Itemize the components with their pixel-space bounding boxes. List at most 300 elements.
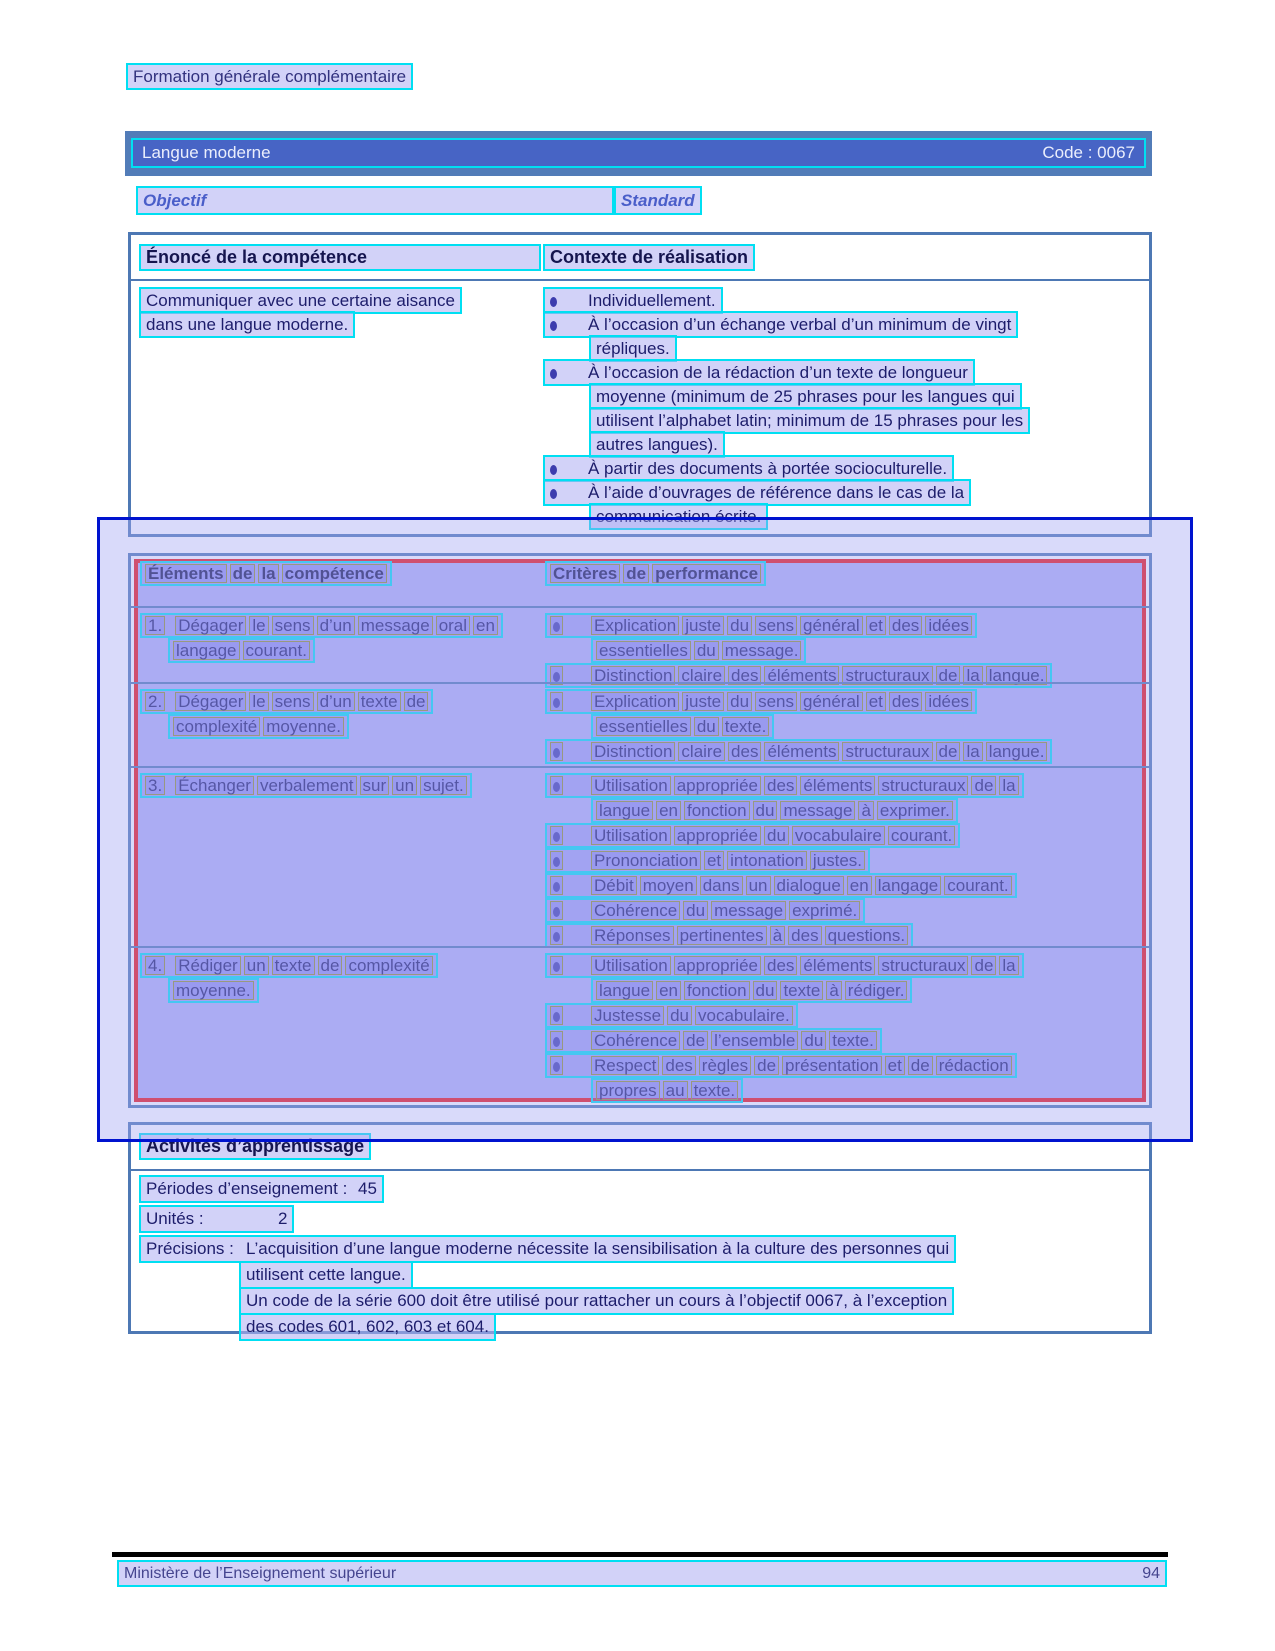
ocr-word-box: langue. — [986, 666, 1048, 685]
ocr-word-box: du — [683, 901, 708, 920]
ocr-line-box — [591, 798, 958, 823]
ocr-word-box: claire — [678, 666, 725, 685]
bullet-box — [550, 1006, 563, 1025]
precisions-line — [139, 1313, 1143, 1339]
ocr-line-box — [140, 953, 438, 978]
section-headings — [136, 186, 702, 215]
ocr-word-box: des — [662, 1056, 695, 1075]
bullet-box — [550, 851, 563, 870]
criterion-line — [591, 714, 1143, 739]
row-value: 2 — [278, 1209, 288, 1228]
criterion-line — [545, 873, 1143, 898]
footer-ministry: Ministère de l’Enseignement supérieur — [124, 1565, 397, 1582]
ocr-word-box: appropriée — [674, 956, 761, 975]
criterion-line — [545, 1028, 1143, 1053]
criterion-line — [591, 1078, 1143, 1103]
line-text: des codes 601, 602, 603 et 604. — [246, 1317, 489, 1336]
ocr-word-box: du — [801, 1031, 826, 1050]
ocr-word-box: éléments — [800, 956, 875, 975]
ocr-line-box — [168, 978, 259, 1003]
bullet-box — [550, 956, 563, 975]
ocr-word-box: Critères — [550, 564, 620, 583]
ocr-line-box — [545, 953, 1024, 978]
ocr-line-box — [543, 455, 954, 482]
bullet-icon — [553, 672, 560, 682]
line-text: communication écrite. — [596, 507, 762, 526]
ocr-line-box — [545, 689, 977, 714]
ocr-word-box: texte — [780, 981, 823, 1000]
ocr-word-box: du — [694, 717, 719, 736]
ocr-word-box: exprimé. — [789, 901, 860, 920]
ocr-word-box: Dégager — [175, 616, 246, 635]
line-text: À l’aide d’ouvrages de référence dans le cas de la — [588, 483, 965, 502]
precisions-line — [139, 1261, 1143, 1287]
row-label: Périodes d’enseignement : — [146, 1179, 348, 1198]
bullet-icon — [550, 297, 557, 307]
ocr-word-box: essentielles — [596, 717, 691, 736]
ocr-line-box — [139, 1205, 294, 1233]
ocr-line-box — [589, 407, 1030, 434]
ocr-word-box: et — [866, 692, 886, 711]
ocr-word-box: du — [753, 801, 778, 820]
ocr-word-box: message — [711, 901, 786, 920]
ocr-line-box — [591, 1078, 743, 1103]
element-line — [140, 953, 540, 978]
context-line — [543, 479, 1143, 503]
ocr-word-box: à — [826, 981, 841, 1000]
criterion-line — [545, 953, 1143, 978]
ocr-line-box — [545, 923, 913, 948]
ocr-line-box — [545, 739, 1052, 764]
ocr-word-box: texte — [272, 956, 315, 975]
criterion-line — [545, 689, 1143, 714]
criterion-line — [591, 798, 1143, 823]
precisions-line — [139, 1287, 1143, 1313]
ocr-word-box: message — [780, 801, 855, 820]
activities-table-body — [139, 1175, 1143, 1339]
context-bullet-list — [543, 287, 1143, 527]
line-text: moyenne (minimum de 25 phrases pour les langues qui — [596, 387, 1015, 406]
ocr-word-box: au — [663, 1081, 688, 1100]
ocr-line-box — [239, 1313, 496, 1341]
ocr-word-box: Respect — [591, 1056, 659, 1075]
activities-table — [128, 1122, 1152, 1334]
course-code: Code : 0067 — [1042, 143, 1135, 162]
ocr-word-box: vocabulaire. — [695, 1006, 793, 1025]
context-line — [543, 455, 1143, 479]
ocr-line-box — [543, 359, 975, 386]
ocr-word-box: la — [963, 742, 982, 761]
ocr-word-box: sens — [272, 616, 314, 635]
bullet-box — [550, 1056, 563, 1075]
ocr-word-box: Utilisation — [591, 826, 671, 845]
ocr-word-box: moyen — [640, 876, 697, 895]
element-number: 3. — [145, 776, 165, 795]
ocr-word-box: claire — [678, 742, 725, 761]
ocr-line-box — [545, 873, 1017, 898]
elements-table-row — [131, 606, 1149, 685]
ocr-word-box: des — [764, 956, 797, 975]
ocr-line-box — [545, 1003, 798, 1028]
ocr-line-box — [168, 714, 349, 739]
course-title: Langue moderne — [142, 143, 271, 162]
ocr-word-box: la — [999, 776, 1018, 795]
ocr-word-box: pertinentes — [677, 926, 767, 945]
ocr-word-box: sens — [755, 692, 797, 711]
ocr-word-box: Réponses — [591, 926, 674, 945]
ocr-word-box: de — [754, 1056, 779, 1075]
ocr-word-box: des — [889, 692, 922, 711]
competence-statement — [139, 287, 539, 335]
bullet-box — [550, 616, 563, 635]
ocr-word-box: en — [656, 981, 681, 1000]
bullet-box — [550, 926, 563, 945]
bullet-box — [550, 901, 563, 920]
ocr-word-box: et — [885, 1056, 905, 1075]
ocr-word-box: sens — [755, 616, 797, 635]
header-cell — [545, 561, 1143, 586]
element-number: 2. — [145, 692, 165, 711]
ocr-word-box: courant. — [944, 876, 1011, 895]
ocr-word-box: Utilisation — [591, 956, 671, 975]
row-label: Unités : — [146, 1209, 204, 1228]
ocr-word-box: verbalement — [257, 776, 357, 795]
ocr-word-box: en — [473, 616, 498, 635]
ocr-word-box: Explication — [591, 616, 679, 635]
criterion-line — [545, 773, 1143, 798]
ocr-word-box: dans — [700, 876, 743, 895]
ocr-word-box: du — [753, 981, 778, 1000]
competence-table — [128, 232, 1152, 537]
elements-table-body — [131, 556, 1149, 1111]
ocr-word-box: moyenne. — [173, 981, 254, 1000]
bullet-box — [550, 826, 563, 845]
bullet-icon — [553, 622, 560, 632]
ocr-word-box: des — [889, 616, 922, 635]
ocr-line-box — [545, 613, 977, 638]
competence-col1-header: Énoncé de la compétence — [139, 244, 541, 271]
ocr-word-box: la — [258, 564, 278, 583]
ocr-word-box: la — [999, 956, 1018, 975]
ocr-word-box: structuraux — [878, 956, 968, 975]
ocr-word-box: dialogue — [774, 876, 844, 895]
bullet-box — [550, 1031, 563, 1050]
ocr-word-box: général — [800, 692, 863, 711]
bullet-box — [550, 742, 563, 761]
ocr-word-box: rédaction — [936, 1056, 1012, 1075]
row-label: Précisions : — [146, 1239, 234, 1258]
context-line — [589, 431, 1143, 455]
context-line — [589, 407, 1143, 431]
ocr-word-box: du — [764, 826, 789, 845]
row-value: 45 — [358, 1179, 377, 1198]
bullet-icon — [550, 369, 557, 379]
ocr-line-box: dans une langue moderne. — [139, 311, 355, 338]
footer-rule — [112, 1552, 1168, 1557]
element-line — [168, 978, 540, 1003]
ocr-word-box: texte. — [691, 1081, 739, 1100]
ocr-word-box: Cohérence — [591, 1031, 680, 1050]
ocr-line-box — [239, 1287, 954, 1315]
ocr-word-box: intonation — [727, 851, 807, 870]
ocr-word-box: Échanger — [175, 776, 254, 795]
ocr-word-box: général — [800, 616, 863, 635]
ocr-line-box — [543, 311, 1018, 338]
element-number: 4. — [145, 956, 165, 975]
ocr-line-box — [589, 383, 1022, 410]
bullet-box — [550, 692, 563, 711]
bullet-icon — [553, 882, 560, 892]
ocr-line-box — [591, 978, 912, 1003]
ocr-word-box: de — [971, 776, 996, 795]
criterion-line — [545, 1053, 1143, 1078]
ocr-line-box — [543, 287, 723, 314]
bullet-icon — [553, 907, 560, 917]
context-line — [589, 383, 1143, 407]
ocr-word-box: fonction — [684, 981, 750, 1000]
header-separator — [131, 279, 1149, 281]
title-bar-highlight-box — [131, 138, 1146, 168]
ocr-word-box: Justesse — [591, 1006, 664, 1025]
ocr-word-box: présentation — [782, 1056, 882, 1075]
ocr-word-box: de — [683, 1031, 708, 1050]
elements-table — [128, 553, 1152, 1108]
ocr-word-box: des — [788, 926, 821, 945]
element-line — [168, 638, 540, 663]
ocr-line-box — [545, 773, 1024, 798]
ocr-word-box: des — [728, 666, 761, 685]
header-cell — [140, 561, 540, 586]
ocr-line-box: Formation générale complémentaire — [126, 63, 413, 90]
ocr-word-box: appropriée — [674, 826, 761, 845]
statement-line — [139, 311, 539, 335]
ocr-word-box: appropriée — [674, 776, 761, 795]
criteria-cell — [545, 773, 1143, 948]
criterion-line — [545, 1003, 1143, 1028]
element-number: 1. — [145, 616, 165, 635]
ocr-line-box — [589, 503, 768, 530]
element-line — [140, 773, 540, 798]
ocr-word-box: texte — [358, 692, 401, 711]
ocr-word-box: d’un — [317, 692, 355, 711]
ocr-word-box: message — [358, 616, 433, 635]
elements-col2-header — [545, 561, 766, 586]
criterion-line — [545, 898, 1143, 923]
ocr-word-box: éléments — [764, 742, 839, 761]
ocr-word-box: Explication — [591, 692, 679, 711]
footer — [117, 1560, 1167, 1587]
ocr-word-box: Cohérence — [591, 901, 680, 920]
criterion-line — [591, 978, 1143, 1003]
element-cell — [140, 613, 540, 663]
ocr-word-box: l’ensemble — [711, 1031, 798, 1050]
ocr-line-box — [589, 335, 677, 362]
criterion-line — [545, 823, 1143, 848]
ocr-word-box: complexité — [173, 717, 260, 736]
ocr-word-box: de — [623, 564, 649, 583]
bullet-icon — [553, 1037, 560, 1047]
ocr-line-box — [591, 714, 774, 739]
element-cell — [140, 953, 540, 1003]
title-bar — [125, 131, 1152, 176]
ocr-word-box: en — [847, 876, 872, 895]
ocr-word-box: de — [404, 692, 429, 711]
ocr-word-box: la — [963, 666, 982, 685]
ocr-word-box: questions. — [825, 926, 909, 945]
line-text: À partir des documents à portée socioculturelle. — [588, 459, 948, 478]
bullet-icon — [553, 782, 560, 792]
ocr-word-box: et — [704, 851, 724, 870]
criterion-line — [545, 613, 1143, 638]
ocr-word-box: et — [866, 616, 886, 635]
activities-row — [139, 1175, 1143, 1205]
ocr-line-box — [139, 1175, 384, 1203]
ocr-word-box: Prononciation — [591, 851, 701, 870]
ocr-word-box: langue. — [986, 742, 1048, 761]
ocr-word-box: message. — [722, 641, 802, 660]
ocr-word-box: du — [727, 692, 752, 711]
ocr-line-box — [140, 613, 503, 638]
element-line — [140, 613, 540, 638]
line-text: répliques. — [596, 339, 670, 358]
ocr-word-box: du — [727, 616, 752, 635]
ocr-line-box — [239, 1261, 413, 1289]
objectif-heading: Objectif — [136, 186, 614, 215]
ocr-word-box: en — [656, 801, 681, 820]
ocr-line-box — [545, 848, 870, 873]
ocr-word-box: complexité — [345, 956, 432, 975]
ocr-word-box: performance — [652, 564, 761, 583]
line-text: À l’occasion d’un échange verbal d’un minimum de vingt — [588, 315, 1012, 334]
ocr-word-box: Distinction — [591, 742, 675, 761]
criterion-line — [545, 848, 1143, 873]
ocr-word-box: éléments — [800, 776, 875, 795]
ocr-word-box: langue — [596, 981, 653, 1000]
criteria-cell — [545, 613, 1143, 688]
line-text: autres langues). — [596, 435, 718, 454]
bullet-icon — [553, 832, 560, 842]
ocr-line-box — [168, 638, 315, 663]
bullet-icon — [553, 962, 560, 972]
ocr-word-box: sur — [360, 776, 390, 795]
ocr-word-box: le — [249, 692, 268, 711]
ocr-word-box: idées — [925, 616, 972, 635]
ocr-line-box — [545, 1053, 1017, 1078]
line-text: Individuellement. — [588, 291, 716, 310]
context-line — [543, 287, 1143, 311]
bullet-icon — [553, 1062, 560, 1072]
bullet-icon — [550, 465, 557, 475]
ocr-word-box: courant. — [243, 641, 310, 660]
footer-page-number: 94 — [1142, 1565, 1160, 1582]
ocr-word-box: compétence — [282, 564, 387, 583]
ocr-word-box: le — [249, 616, 268, 635]
ocr-line-box — [591, 638, 806, 663]
ocr-word-box: Distinction — [591, 666, 675, 685]
ocr-word-box: Éléments — [145, 564, 227, 583]
ocr-word-box: oral — [436, 616, 470, 635]
ocr-word-box: moyenne. — [263, 717, 344, 736]
ocr-word-box: idées — [925, 692, 972, 711]
elements-table-header-row — [131, 556, 1149, 606]
criteria-cell — [545, 689, 1143, 764]
ocr-line-box — [589, 431, 725, 458]
line-text: Un code de la série 600 doit être utilisé pour rattacher un cours à l’objectif 0067, à l’exception — [246, 1291, 948, 1310]
ocr-word-box: du — [694, 641, 719, 660]
ocr-word-box: sujet. — [420, 776, 467, 795]
ocr-word-box: sens — [272, 692, 314, 711]
criterion-line — [545, 739, 1143, 764]
statement-line — [139, 287, 539, 311]
elements-table-row — [131, 682, 1149, 766]
ocr-line-box — [139, 1235, 956, 1263]
bullet-icon — [553, 932, 560, 942]
ocr-word-box: exprimer. — [877, 801, 953, 820]
line-text: utilisent l’alphabet latin; minimum de 15 phrases pour les — [596, 411, 1024, 430]
bullet-icon — [553, 748, 560, 758]
ocr-line-box — [545, 823, 960, 848]
ocr-word-box: structuraux — [842, 666, 932, 685]
element-cell — [140, 689, 540, 739]
ocr-line-box — [545, 898, 865, 923]
ocr-word-box: à — [770, 926, 785, 945]
bullet-icon — [553, 698, 560, 708]
ocr-word-box: structuraux — [842, 742, 932, 761]
ocr-word-box: langage — [875, 876, 942, 895]
ocr-word-box: fonction — [684, 801, 750, 820]
bullet-box — [550, 776, 563, 795]
ocr-word-box: texte. — [722, 717, 770, 736]
criterion-line — [591, 638, 1143, 663]
ocr-word-box: Utilisation — [591, 776, 671, 795]
ocr-word-box: langage — [173, 641, 240, 660]
competence-col2-header: Contexte de réalisation — [543, 244, 755, 271]
bullet-icon — [553, 857, 560, 867]
ocr-word-box: justes. — [810, 851, 865, 870]
ocr-line-box — [140, 689, 433, 714]
ocr-word-box: règles — [699, 1056, 751, 1075]
element-line — [168, 714, 540, 739]
activities-header: Activités d’apprentissage — [139, 1133, 371, 1160]
ocr-word-box: d’un — [317, 616, 355, 635]
bullet-icon — [553, 1012, 560, 1022]
ocr-word-box: essentielles — [596, 641, 691, 660]
ocr-word-box: vocabulaire — [792, 826, 885, 845]
ocr-word-box: de — [230, 564, 256, 583]
activities-row — [139, 1205, 1143, 1235]
precisions-line — [139, 1235, 1143, 1261]
ocr-word-box: de — [908, 1056, 933, 1075]
ocr-word-box: de — [971, 956, 996, 975]
context-line — [589, 335, 1143, 359]
criteria-cell — [545, 953, 1143, 1103]
header-separator — [131, 1169, 1149, 1171]
ocr-word-box: structuraux — [878, 776, 968, 795]
bullet-icon — [550, 321, 557, 331]
ocr-word-box: texte. — [829, 1031, 877, 1050]
ocr-word-box: éléments — [764, 666, 839, 685]
element-cell — [140, 773, 540, 798]
criterion-line — [545, 923, 1143, 948]
ocr-line-box — [543, 479, 971, 506]
ocr-word-box: langue — [596, 801, 653, 820]
ocr-word-box: de — [318, 956, 343, 975]
ocr-word-box: de — [936, 666, 961, 685]
ocr-word-box: Dégager — [175, 692, 246, 711]
elements-col1-header — [140, 561, 392, 586]
ocr-word-box: à — [858, 801, 873, 820]
ocr-word-box: courant. — [888, 826, 955, 845]
